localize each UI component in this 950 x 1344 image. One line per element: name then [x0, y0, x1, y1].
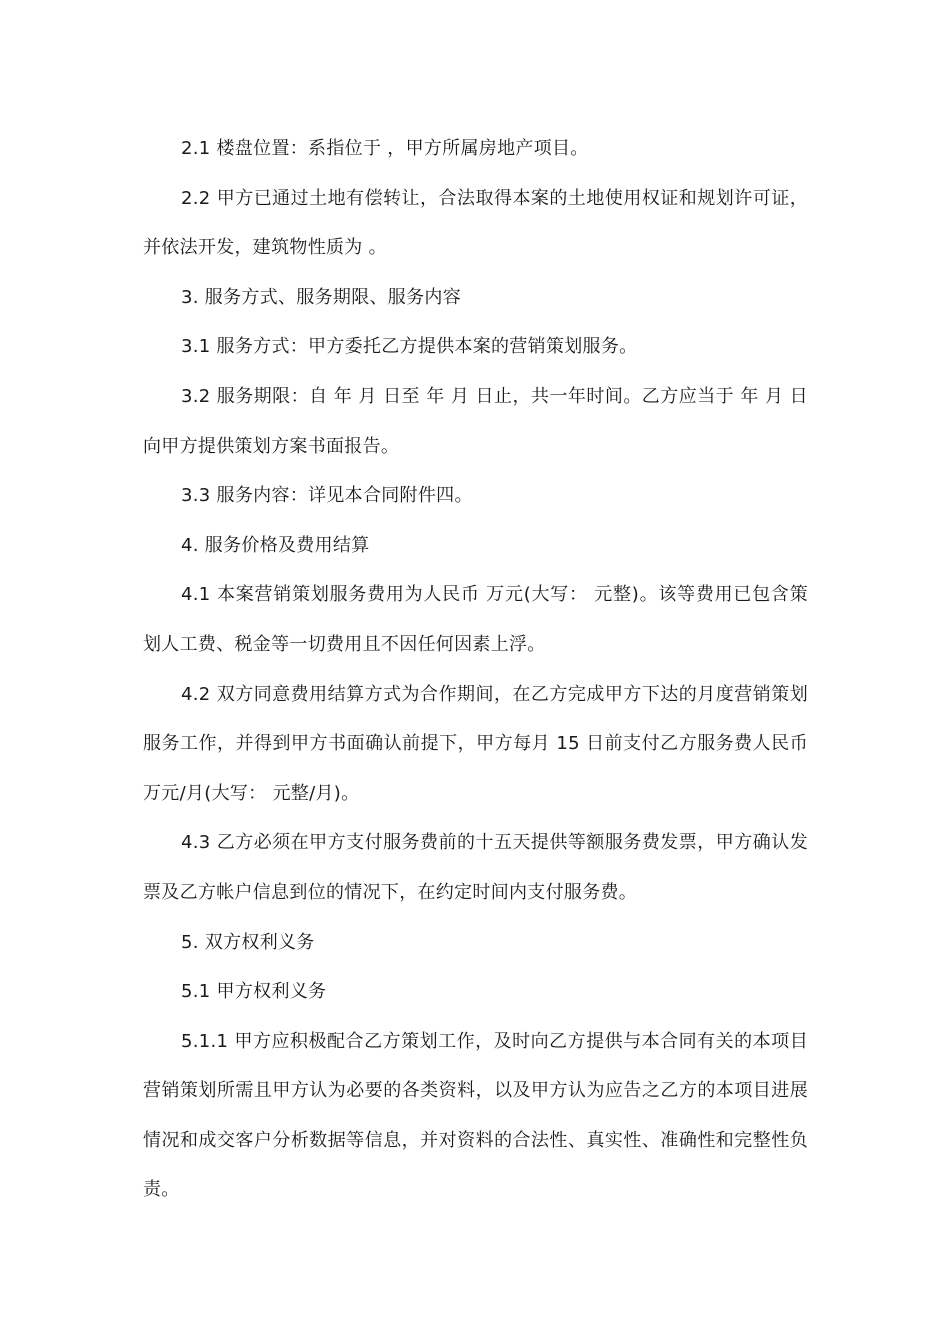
paragraph-4-3: 4.3 乙方必须在甲方支付服务费前的十五天提供等额服务费发票，甲方确认发票及乙方帐户信息到位的情况下，在约定时间内支付服务费。: [143, 832, 808, 903]
paragraph-3-2: 3.2 服务期限：自 年 月 日至 年 月 日止，共一年时间。乙方应当于 年 月 日向甲方提供策划方案书面报告。: [143, 385, 808, 457]
section-heading-4: 4. 服务价格及费用结算: [181, 534, 370, 556]
section-heading-3: 3. 服务方式、服务期限、服务内容: [181, 286, 461, 308]
paragraph-4-1: 4.1 本案营销策划服务费用为人民币 万元(大写： 元整)。该等费用已包含策划人工费、税金等一切费用且不因任何因素上浮。: [143, 584, 808, 655]
paragraph-2-1: 2.1 楼盘位置：系指位于 ，甲方所属房地产项目。: [181, 138, 589, 159]
subsection-heading-5-1: 5.1 甲方权利义务: [181, 981, 327, 1003]
document-body: [143, 124, 808, 1215]
paragraph-3-1: 3.1 服务方式：甲方委托乙方提供本案的营销策划服务。: [181, 336, 638, 358]
paragraph-3-3: 3.3 服务内容：详见本合同附件四。: [181, 485, 473, 507]
paragraph-5-1-1: 5.1.1 甲方应积极配合乙方策划工作，及时向乙方提供与本合同有关的本项目营销策划所需且甲方认为必要的各类资料，以及甲方认为应告之乙方的本项目进展情况和成交客户分析数据等信息，并对资料的合法性、真实性、准确性和完整性负责。: [143, 1030, 808, 1201]
paragraph-2-2: 2.2 甲方已通过土地有偿转让，合法取得本案的土地使用权证和规划许可证，并依法开发，建筑物性质为 。: [143, 187, 808, 259]
section-heading-5: 5. 双方权利义务: [181, 931, 315, 953]
paragraph-4-2: 4.2 双方同意费用结算方式为合作期间，在乙方完成甲方下达的月度营销策划服务工作，并得到甲方书面确认前提下，甲方每月 15 日前支付乙方服务费人民币 万元/月(大写： 元整/月)。: [143, 683, 808, 804]
